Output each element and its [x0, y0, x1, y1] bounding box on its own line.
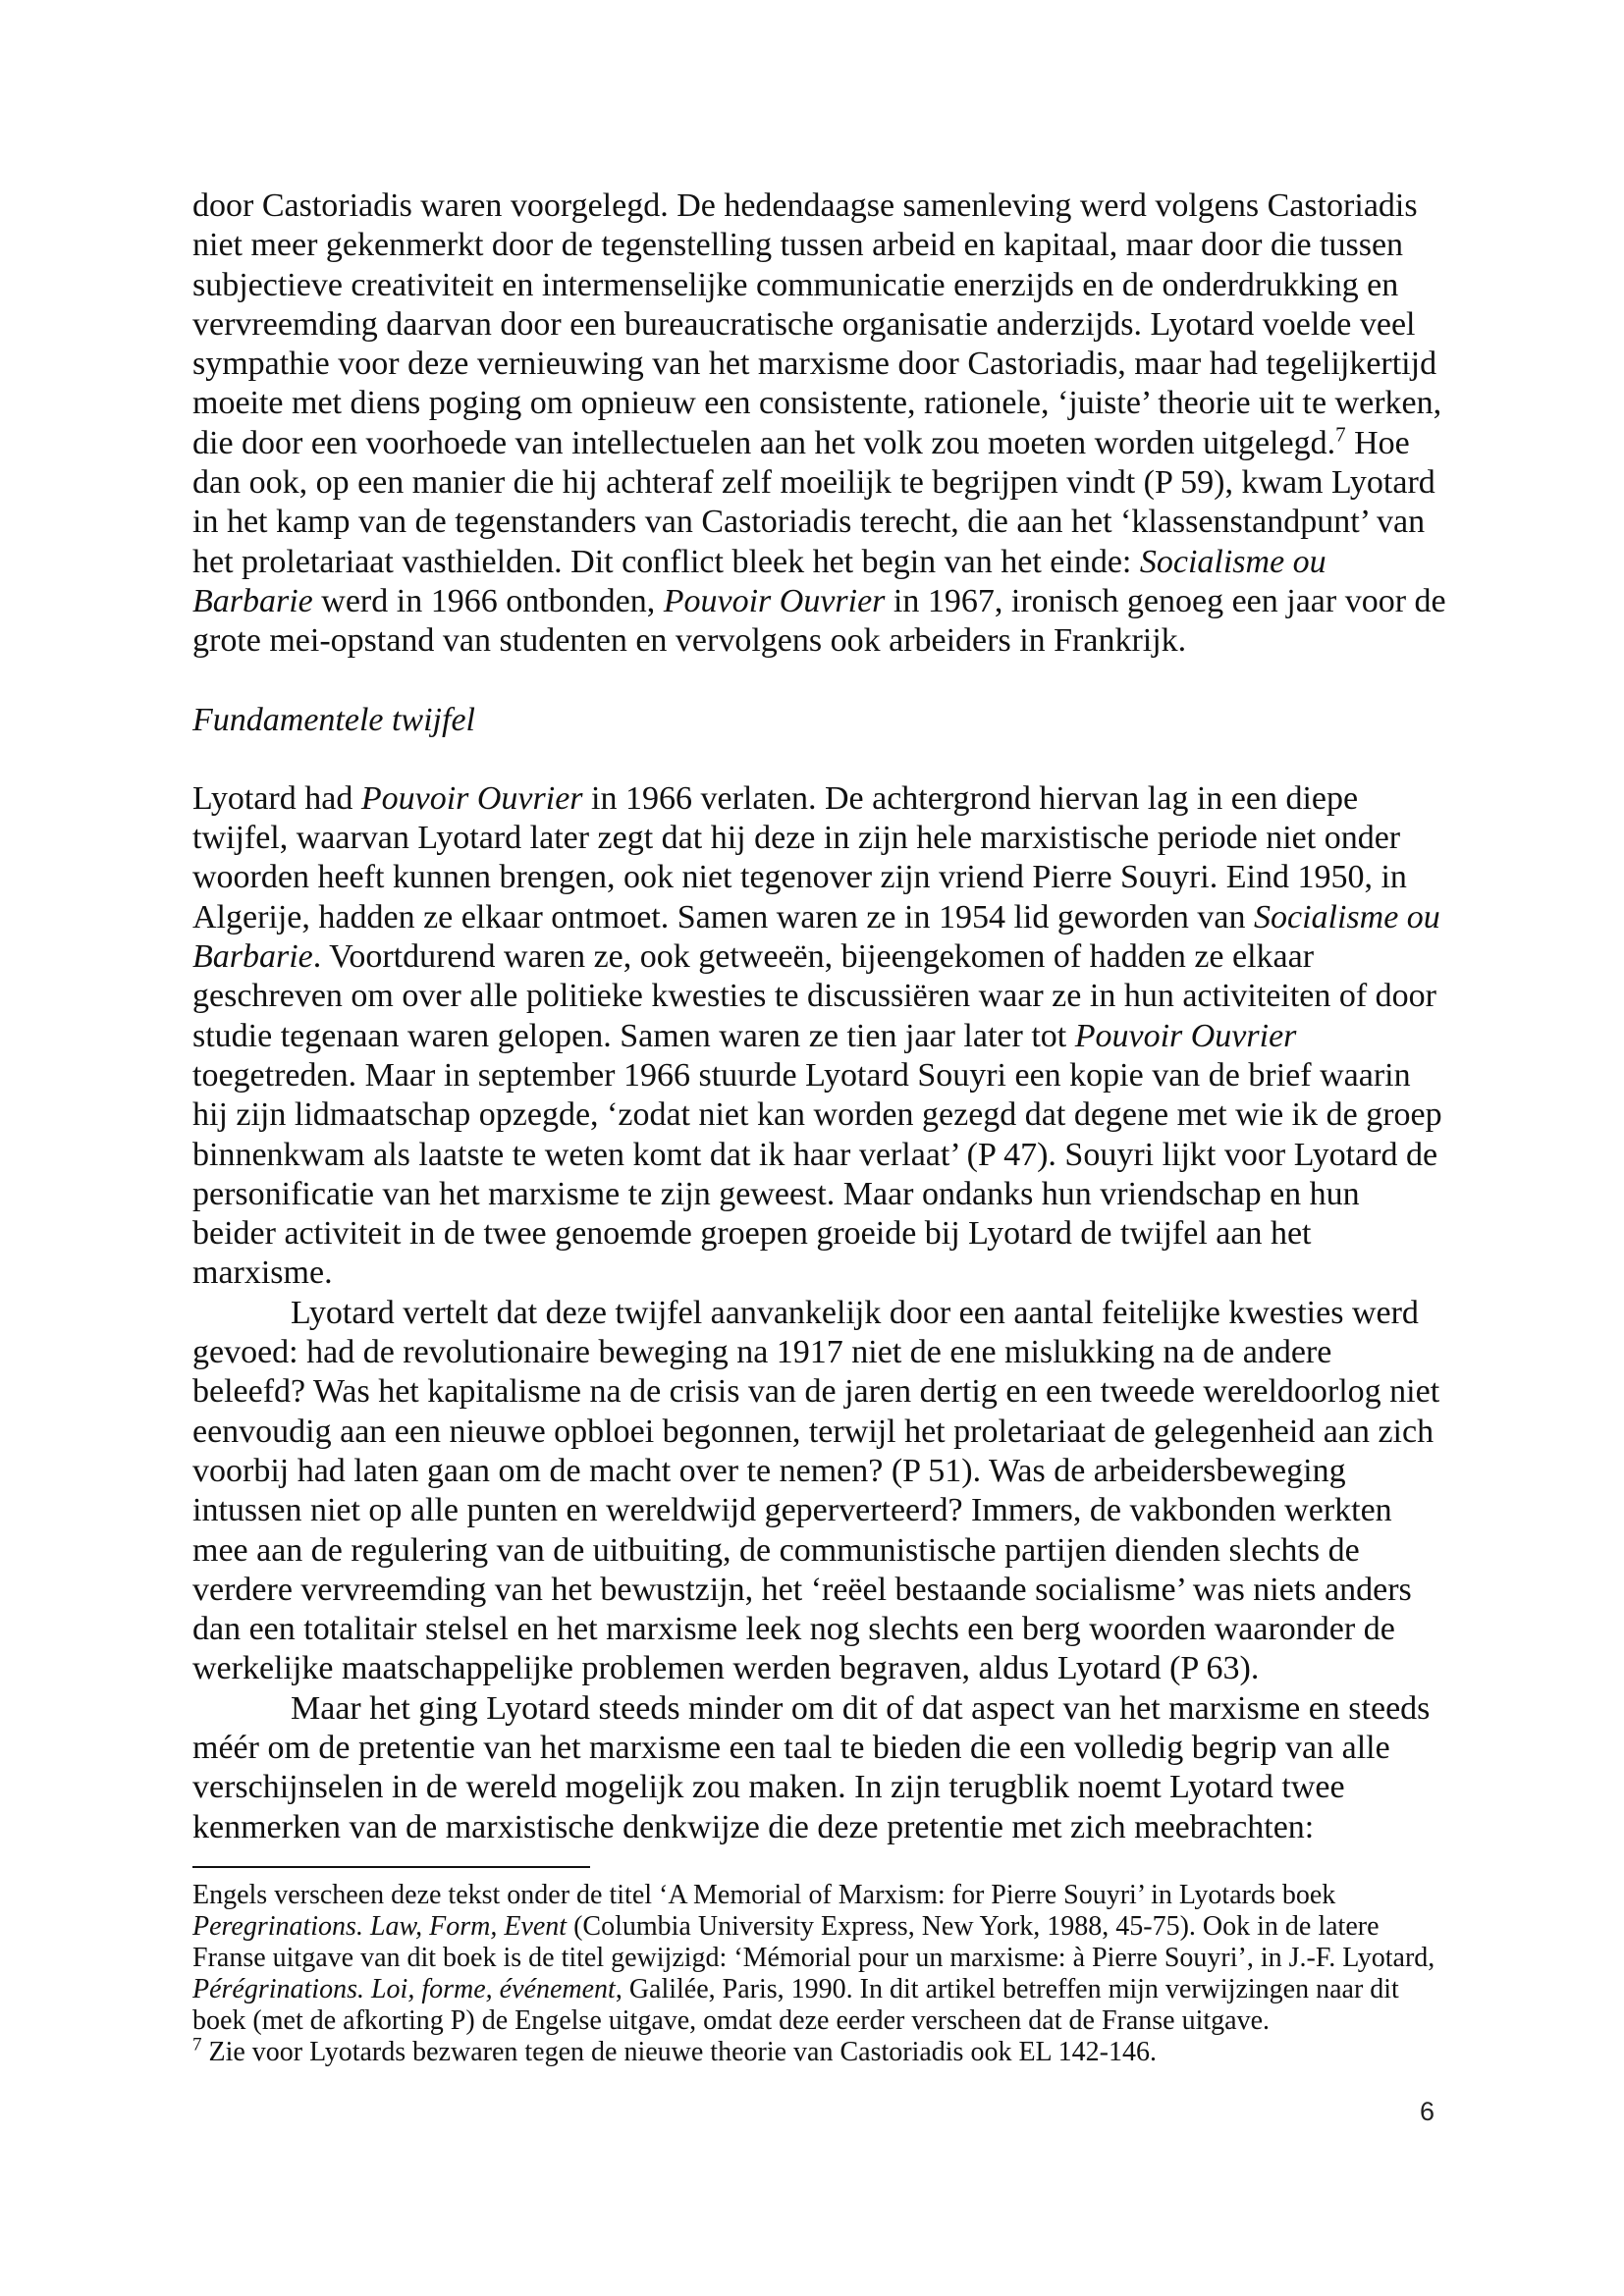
footnotes — [192, 1880, 1451, 2068]
paragraph-pretentie: Maar het ging Lyotard steeds minder om dit of dat aspect van het marxisme en steeds méér om de pretentie van het marxisme een taal te bieden die een volledig begrip van alle verschijnselen in de wereld mogelijk zou maken. In zijn terugblik noemt Lyotard twee kenmerken van de marxistische denkwijze die deze pretentie met zich meebrachten: — [192, 1689, 1431, 1845]
paragraph-pouvoir-ouvrier: Lyotard had Pouvoir Ouvrier in 1966 verlaten. De achtergrond hiervan lag in een diepe twijfel, waarvan Lyotard later zegt dat hij deze in zijn hele marxistische periode niet onder woorden heeft kunnen brengen, ook niet tegenover zijn vriend Pierre Souyri. Eind 1950, in Algerije, hadden ze elkaar ontmoet. Samen waren ze in 1954 lid geworden van Socialisme ou Barbarie. Voortdurend waren ze, ook getweeën, bijeengekomen of hadden ze elkaar geschreven om over alle politieke kwesties te discussiëren waar ze in hun activiteiten of door studie tegenaan waren gelopen. Samen waren ze tien jaar later tot Pouvoir Ouvrier toegetreden. Maar in september 1966 stuurde Lyotard Souyri een kopie van de brief waarin hij zijn lidmaatschap opzegde, ‘zodat niet kan worden gezegd dat degene met wie ik de groep binnenkwam als laatste te weten komt dat ik haar verlaat’ (P 47). Souyri lijkt voor Lyotard de personificatie van het marxisme te zijn geweest. Maar ondanks hun vriendschap en hun beider activiteit in de twee genoemde groepen groeide bij Lyotard de twijfel aan het marxisme. — [192, 779, 1442, 1292]
document-body — [192, 187, 1451, 1847]
footnote-6-continued: Engels verscheen deze tekst onder de titel ‘A Memorial of Marxism: for Pierre Souyri’ in Lyotards boek Peregrinations. Law, Form, Event (Columbia University Express, New York, 1988, 45-75). Ook in de latere Franse uitgave van dit boek is de titel gewijzigd: ‘Mémorial pour un marxisme: à Pierre Souyri’, in J.-F. Lyotard, Pérégrinations. Loi, forme, événement, Galilée, Paris, 1990. In dit artikel betreffen mijn verwijzingen naar dit boek (met de afkorting P) de Engelse uitgave, omdat deze eerder verscheen dat de Franse uitgave. — [192, 1880, 1435, 2036]
footnote-ref-7[interactable]: 7 — [1335, 422, 1346, 447]
footnote-divider — [192, 1866, 590, 1868]
section-heading: Fundamentele twijfel — [192, 701, 475, 738]
paragraph-castoriadis: door Castoriadis waren voorgelegd. De hedendaagse samenleving werd volgens Castoriadis niet meer gekenmerkt door de tegenstelling tussen arbeid en kapitaal, maar door die tussen subjectieve creativiteit en intermenselijke communicatie enerzijds en de onderdrukking en vervreemding daarvan door een bureaucratische organisatie anderzijds. Lyotard voelde veel sympathie voor deze vernieuwing van het marxisme door Castoriadis, maar had tegelijkertijd moeite met diens poging om opnieuw een consistente, rationele, ‘juiste’ theorie uit te werken, die door een voorhoede van intellectuelen aan het volk zou moeten worden uitgelegd.$^7$ Hoe dan ook, op een manier die hij achteraf zelf moeilijk te begrijpen vindt (P 59), kwam Lyotard in het kamp van de tegenstanders van Castoriadis terecht, die aan het ‘klassenstandpunt’ van het proletariaat vasthielden. Dit conflict bleek het begin van het einde: Socialisme ou Barbarie werd in 1966 ontbonden, Pouvoir Ouvrier in 1967, ironisch genoeg een jaar voor de grote mei-opstand van studenten en vervolgens ook arbeiders in Frankrijk. — [192, 187, 1446, 660]
page-number: 6 — [1420, 2097, 1435, 2126]
footnote-7: $^7$ Zie voor Lyotards bezwaren tegen de nieuwe theorie van Castoriadis ook EL 142-146. — [192, 2034, 1157, 2067]
paragraph-twijfel: Lyotard vertelt dat deze twijfel aanvankelijk door een aantal feitelijke kwesties werd gevoed: had de revolutionaire beweging na 1917 niet de ene mislukking na de andere beleefd? Was het kapitalisme na de crisis van de jaren dertig en een tweede wereldoorlog niet eenvoudig aan een nieuwe opbloei begonnen, terwijl het proletariaat de gelegenheid aan zich voorbij had laten gaan om de macht over te nemen? (P 51). Was de arbeidersbeweging intussen niet op alle punten en wereldwijd geperverteerd? Immers, de vakbonden werkten mee aan de regulering van de uitbuiting, de communistische partijen dienden slechts de verdere vervreemding van het bewustzijn, het ‘reëel bestaande socialisme’ was niets anders dan een totalitair stelsel en het marxisme leek nog slechts een berg woorden waaronder de werkelijke maatschappelijke problemen werden begraven, aldus Lyotard (P 63). — [192, 1294, 1440, 1687]
